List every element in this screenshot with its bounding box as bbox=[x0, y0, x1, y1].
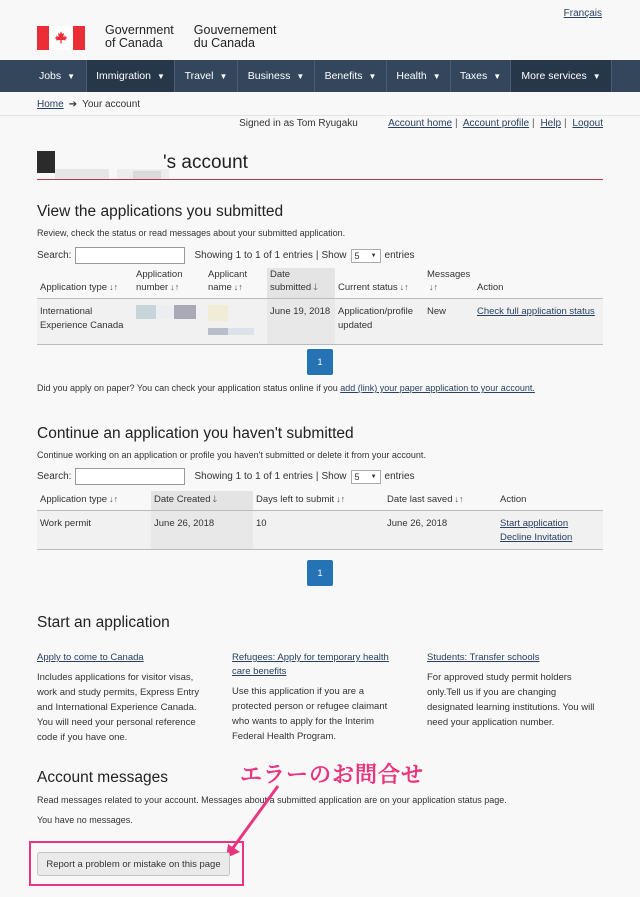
help-link[interactable]: Help bbox=[540, 118, 562, 129]
col-date-last-saved[interactable]: Date last saved ↓↑ bbox=[384, 491, 497, 511]
no-messages-text: You have no messages. bbox=[37, 815, 133, 825]
cell-status: Application/profile updated bbox=[335, 299, 424, 345]
show-label: Show bbox=[321, 250, 347, 261]
sort-icon: ↓↑ bbox=[336, 494, 346, 504]
col-date-created[interactable]: Date Created 🡓 bbox=[151, 491, 253, 511]
dropdown-arrow-icon: ▼ bbox=[370, 252, 377, 259]
students-description: For approved study permit holders only.Tell us if you are changing designated learning institutions. You will need your application number. bbox=[427, 672, 595, 728]
gov-name-fr: Gouvernement du Canada bbox=[193, 23, 277, 50]
menu-business[interactable]: Business ▼ bbox=[238, 60, 315, 92]
account-home-link[interactable]: Account home bbox=[388, 118, 453, 129]
col-applicant-name[interactable]: Applicant name ↓↑ bbox=[205, 268, 267, 299]
check-status-link[interactable]: Check full application status bbox=[477, 306, 595, 317]
col-application-number[interactable]: Application number ↓↑ bbox=[133, 268, 205, 299]
submitted-search-input[interactable] bbox=[75, 247, 185, 264]
menu-benefits[interactable]: Benefits ▼ bbox=[315, 60, 387, 92]
messages-description: Read messages related to your account. Messages about a submitted application are on your application status page. bbox=[37, 795, 507, 805]
menu-more-services[interactable]: More services ▼ bbox=[511, 60, 612, 92]
search-label: Search: bbox=[37, 250, 72, 261]
menu-immigration[interactable]: Immigration ▼ bbox=[87, 60, 175, 92]
cell-date-created: June 26, 2018 bbox=[151, 511, 253, 550]
table-row bbox=[37, 511, 603, 550]
account-title-text: 's account bbox=[163, 152, 248, 173]
apply-description: Includes applications for visitor visas, work and study permits, Express Entry and International Experience Canada. You will need your personal reference code if you have one. bbox=[37, 672, 200, 743]
submitted-heading: View the applications you submitted bbox=[37, 203, 284, 220]
sort-icon: ↓↑ bbox=[454, 494, 464, 504]
col-application-type[interactable]: Application type ↓↑ bbox=[37, 491, 151, 511]
chevron-down-icon: ▼ bbox=[368, 71, 377, 81]
account-profile-link[interactable]: Account profile bbox=[462, 118, 530, 129]
cell-action bbox=[497, 511, 603, 550]
cell-date-submitted: June 19, 2018 bbox=[267, 299, 335, 345]
entries-select[interactable]: 5 ▼ bbox=[351, 249, 381, 263]
continue-description: Continue working on an application or profile you haven't submitted or delete it from your account. bbox=[37, 450, 426, 460]
submitted-description: Review, check the status or read messages about your submitted application. bbox=[37, 228, 346, 238]
decline-invitation-link[interactable]: Decline Invitation bbox=[500, 532, 573, 543]
logout-link[interactable]: Logout bbox=[572, 118, 603, 129]
transfer-schools-link[interactable]: Students: Transfer schools bbox=[427, 652, 540, 663]
sort-icon: ↓↑ bbox=[233, 282, 243, 292]
start-application-link[interactable]: Start application bbox=[500, 518, 569, 529]
cell-applicant-name bbox=[205, 299, 267, 345]
col-current-status[interactable]: Current status ↓↑ bbox=[335, 268, 424, 299]
add-paper-application-link[interactable]: add (link) your paper application to your account. bbox=[340, 383, 535, 393]
annotation-label: エラーのお問合せ bbox=[240, 763, 425, 788]
menu-jobs[interactable]: Jobs ▼ bbox=[28, 60, 87, 92]
col-messages[interactable]: Messages ↓↑ bbox=[424, 268, 474, 299]
sort-icon: ↓↑ bbox=[109, 282, 119, 292]
start-heading: Start an application bbox=[37, 614, 170, 631]
breadcrumb-home-link[interactable]: Home bbox=[37, 99, 64, 110]
cell-date-last-saved: June 26, 2018 bbox=[384, 511, 497, 550]
page-title bbox=[37, 150, 603, 180]
entries-select[interactable]: 5 ▼ bbox=[351, 470, 381, 484]
entries-label: entries bbox=[384, 250, 415, 261]
dropdown-arrow-icon: ▼ bbox=[370, 473, 377, 480]
col-action: Action bbox=[474, 268, 603, 299]
menu-travel[interactable]: Travel ▼ bbox=[175, 60, 238, 92]
col-application-type[interactable]: Application type ↓↑ bbox=[37, 268, 133, 299]
canada-flag-icon bbox=[37, 26, 85, 50]
paper-application-note: Did you apply on paper? You can check your application status online if you add (link) your paper application to your account. bbox=[37, 383, 535, 393]
chevron-down-icon: ▼ bbox=[493, 71, 502, 81]
sort-icon: ↓↑ bbox=[109, 494, 119, 504]
refugees-health-link[interactable]: Refugees: Apply for temporary health care benefits bbox=[232, 652, 389, 677]
sort-desc-icon: 🡓 bbox=[212, 494, 218, 504]
redacted-name bbox=[133, 171, 161, 179]
continue-search-input[interactable] bbox=[75, 468, 185, 485]
submitted-search-row: Search: Showing 1 to 1 of 1 entries | Show 5 ▼ entries bbox=[37, 247, 415, 264]
cell-type: Work permit bbox=[37, 511, 151, 550]
start-col-refugees bbox=[232, 651, 402, 744]
cell-type: International Experience Canada bbox=[37, 299, 133, 345]
pagination-page-button[interactable]: 1 bbox=[307, 560, 333, 586]
chevron-down-icon: ▼ bbox=[432, 71, 441, 81]
col-days-left[interactable]: Days left to submit ↓↑ bbox=[253, 491, 384, 511]
entries-label: entries bbox=[384, 471, 415, 482]
report-problem-button[interactable]: Report a problem or mistake on this page bbox=[37, 852, 230, 876]
language-toggle-link[interactable]: Français bbox=[563, 8, 602, 19]
start-col-students bbox=[427, 651, 602, 730]
cell-messages: New bbox=[424, 299, 474, 345]
sort-icon: ↓↑ bbox=[429, 282, 438, 292]
chevron-down-icon: ▼ bbox=[219, 71, 228, 81]
cell-application-number bbox=[133, 299, 205, 345]
table-row bbox=[37, 299, 603, 345]
user-bar: Signed in as Tom Ryugaku Account home | Account profile | Help | Logout bbox=[239, 118, 603, 129]
redacted-name bbox=[208, 305, 228, 321]
submitted-table bbox=[37, 268, 603, 345]
sort-desc-icon: 🡓 bbox=[313, 282, 318, 292]
gov-name-en: Government of Canada bbox=[105, 23, 174, 50]
entries-info: Showing 1 to 1 of 1 entries bbox=[194, 471, 313, 482]
signed-in-text: Signed in as Tom Ryugaku bbox=[239, 118, 358, 129]
cell-days-left: 10 bbox=[253, 511, 384, 550]
cell-action bbox=[474, 299, 603, 345]
arrow-right-icon: ➔ bbox=[68, 99, 78, 110]
continue-table bbox=[37, 491, 603, 550]
breadcrumb bbox=[37, 99, 140, 110]
search-label: Search: bbox=[37, 471, 72, 482]
show-label: Show bbox=[321, 471, 347, 482]
messages-heading: Account messages bbox=[37, 769, 168, 786]
start-col-apply bbox=[37, 651, 212, 745]
gov-canada-signature[interactable] bbox=[37, 24, 276, 50]
divider bbox=[0, 115, 640, 116]
chevron-down-icon: ▼ bbox=[296, 71, 305, 81]
sort-icon: ↓↑ bbox=[170, 282, 180, 292]
main-menu bbox=[0, 60, 640, 92]
continue-search-row: Search: Showing 1 to 1 of 1 entries | Show 5 ▼ entries bbox=[37, 468, 415, 485]
menu-health[interactable]: Health ▼ bbox=[387, 60, 451, 92]
col-date-submitted[interactable]: Date submitted 🡓 bbox=[267, 268, 335, 299]
apply-to-come-link[interactable]: Apply to come to Canada bbox=[37, 652, 144, 663]
chevron-down-icon: ▼ bbox=[67, 71, 76, 81]
redacted-number bbox=[136, 305, 156, 319]
entries-info: Showing 1 to 1 of 1 entries bbox=[194, 250, 313, 261]
sort-icon: ↓↑ bbox=[399, 282, 409, 292]
chevron-down-icon: ▼ bbox=[156, 71, 165, 81]
chevron-down-icon: ▼ bbox=[592, 71, 601, 81]
continue-heading: Continue an application you haven't submitted bbox=[37, 425, 354, 442]
redacted-name bbox=[55, 169, 109, 179]
refugees-description: Use this application if you are a protected person or refugee claimant who wants to apply for the Interim Federal Health Program. bbox=[232, 686, 388, 742]
menu-taxes[interactable]: Taxes ▼ bbox=[451, 60, 511, 92]
breadcrumb-current: Your account bbox=[82, 99, 141, 110]
pagination-page-button[interactable]: 1 bbox=[307, 349, 333, 375]
redacted-name bbox=[37, 151, 55, 173]
col-action: Action bbox=[497, 491, 603, 511]
